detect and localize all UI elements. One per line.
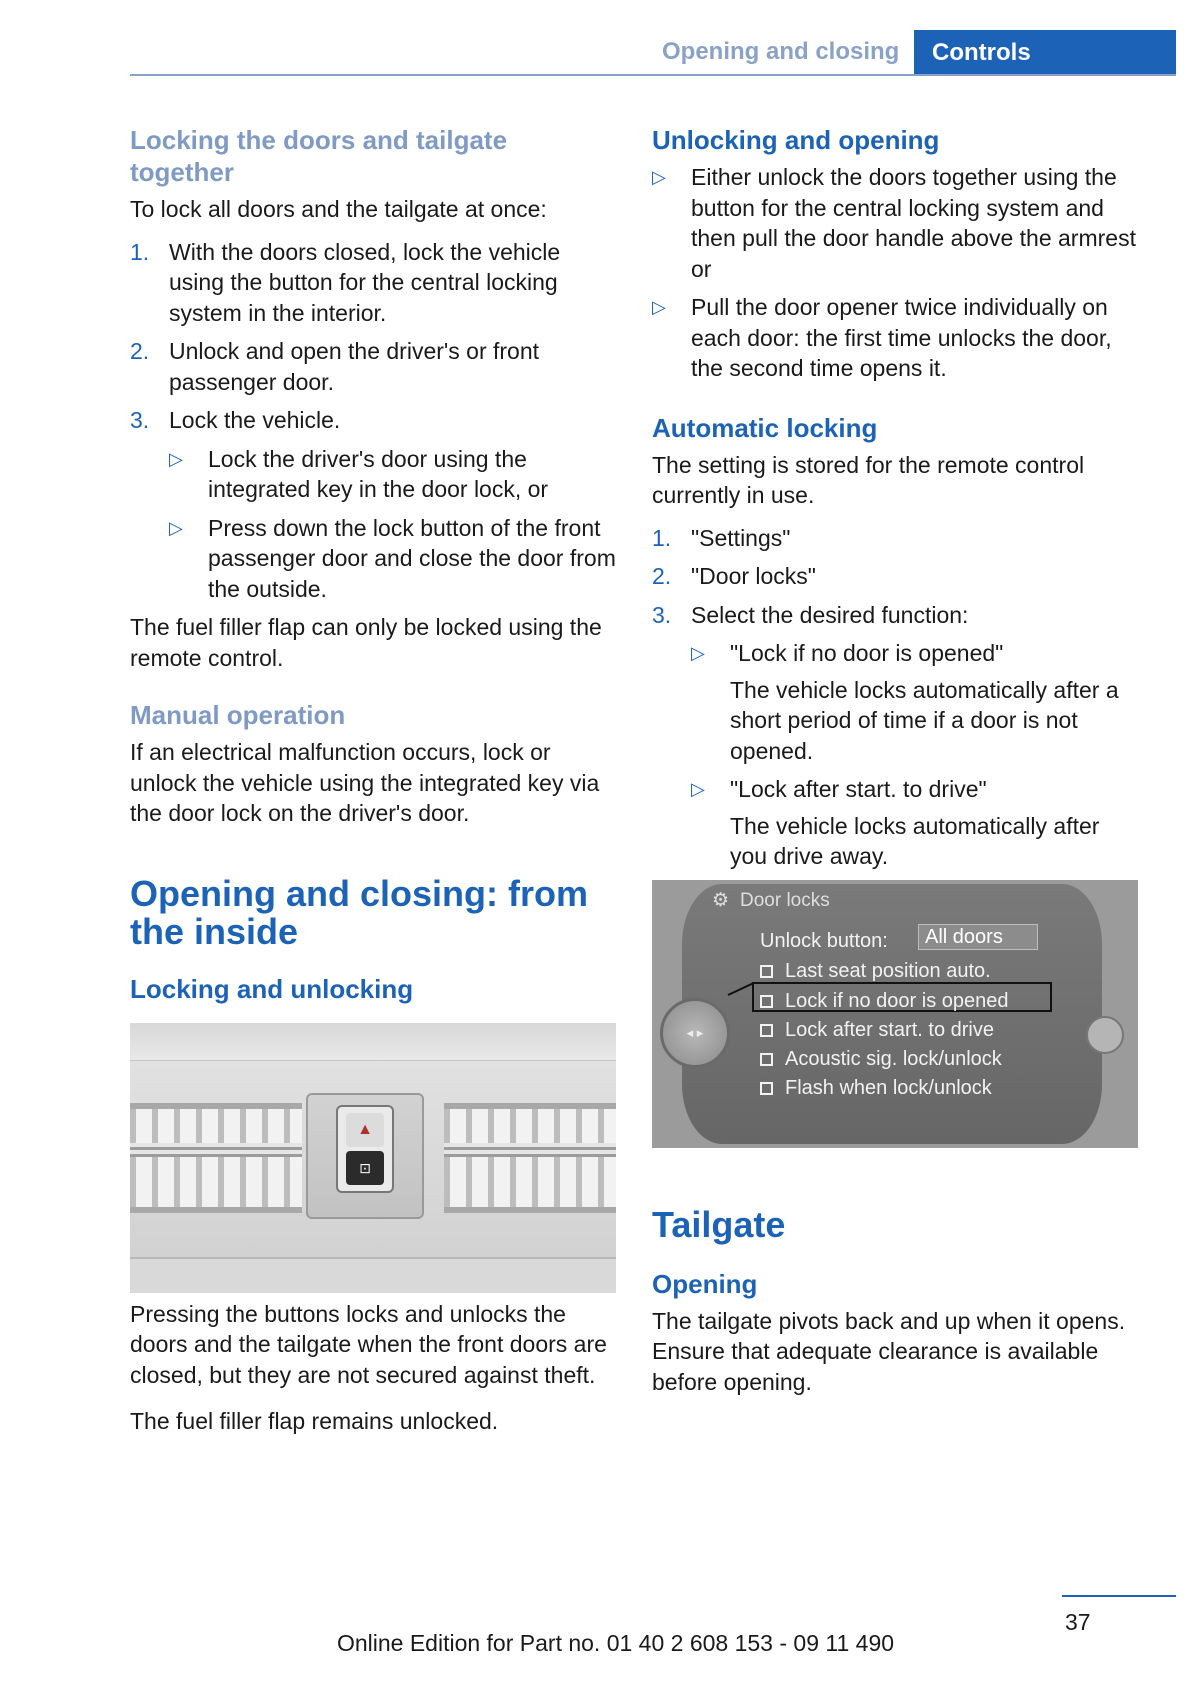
bullet-text: Press down the lock button of the front passenger door and close the door from the outside. bbox=[208, 514, 616, 602]
screen-option bbox=[760, 1044, 1002, 1075]
checkbox-icon bbox=[760, 1053, 773, 1066]
option-label: Lock after start. to drive bbox=[785, 1018, 994, 1041]
screen-option bbox=[760, 986, 1009, 1017]
list-item bbox=[652, 600, 1138, 872]
auto-steps-list bbox=[652, 523, 1138, 872]
triangle-bullet-icon: ▷ bbox=[169, 448, 183, 469]
footer-rule bbox=[1062, 1595, 1176, 1597]
checkbox-icon bbox=[760, 1024, 773, 1037]
page-number: 37 bbox=[1065, 1609, 1091, 1635]
unlock-button-value: All doors bbox=[918, 924, 1038, 950]
controller-knob-icon: ◂ ▸ bbox=[660, 998, 730, 1068]
function-options-list bbox=[691, 638, 1138, 872]
dashboard-trim bbox=[130, 1257, 616, 1293]
dashboard-panel bbox=[130, 1023, 616, 1061]
list-item bbox=[169, 513, 616, 605]
control-display bbox=[682, 884, 1102, 1144]
manual-operation-text: If an electrical malfunction occurs, lock or unlock the vehicle using the integrated key via the door lock on the driver's door. bbox=[130, 739, 600, 826]
edition-footer: Online Edition for Part no. 01 40 2 608 153 - 09 11 490 bbox=[336, 1630, 895, 1656]
checkbox-icon bbox=[760, 965, 773, 978]
heading-locking-unlocking: Locking and unlocking bbox=[130, 973, 414, 1004]
step-text: "Door locks" bbox=[691, 563, 816, 589]
chapter-tab: Controls bbox=[914, 30, 1176, 76]
lock-intro-text: To lock all doors and the tailgate at once: bbox=[130, 196, 547, 222]
heading-from-inside: Opening and closing: from the inside bbox=[130, 872, 588, 952]
step-number: 2. bbox=[130, 338, 150, 364]
step-text: With the doors closed, lock the vehicle using the button for the central locking system in the interior. bbox=[169, 238, 561, 326]
tailgate-text: The tailgate pivots back and up when it opens. Ensure that adequate clearance is available before opening. bbox=[652, 1307, 1126, 1395]
step-text: Unlock and open the driver's or front passenger door. bbox=[169, 338, 540, 395]
central-locking-button-image bbox=[130, 1023, 616, 1293]
list-item bbox=[130, 405, 616, 604]
automatic-locking-text: The setting is stored for the remote control currently in use. bbox=[652, 451, 1085, 508]
list-item bbox=[169, 444, 616, 505]
list-item bbox=[130, 336, 616, 397]
right-column bbox=[652, 124, 1138, 1397]
step-number: 1. bbox=[130, 238, 150, 265]
function-label: "Lock if no door is opened" bbox=[730, 640, 1004, 666]
bullet-text: Pull the door opener twice individually on each door: the first time unlocks the door, the second time opens it. bbox=[691, 294, 1112, 381]
air-vent-left bbox=[130, 1103, 302, 1213]
screen-option bbox=[760, 1015, 994, 1046]
step-number: 1. bbox=[652, 524, 672, 551]
list-item bbox=[652, 523, 1138, 554]
list-item bbox=[691, 774, 1138, 872]
heading-tailgate: Tailgate bbox=[652, 1203, 786, 1245]
pressing-buttons-text: Pressing the buttons locks and unlocks the doors and the tailgate when the front doors are closed, but they are not secured against theft. bbox=[130, 1300, 607, 1388]
option-label: Flash when lock/unlock bbox=[785, 1076, 992, 1099]
step-number: 3. bbox=[652, 601, 672, 628]
triangle-bullet-icon: ▷ bbox=[691, 779, 705, 799]
header-rule bbox=[130, 74, 1176, 76]
air-vent-right bbox=[444, 1103, 616, 1213]
unlock-bullets bbox=[652, 162, 1138, 384]
heading-unlocking-opening: Unlocking and opening bbox=[652, 125, 940, 155]
triangle-bullet-icon: ▷ bbox=[652, 297, 666, 317]
checkbox-icon bbox=[760, 995, 773, 1008]
list-item bbox=[691, 638, 1138, 766]
heading-lock-together: Locking the doors and tailgate together bbox=[130, 125, 508, 187]
lock-sub-bullets bbox=[169, 444, 616, 605]
step-text: Select the desired function: bbox=[691, 601, 969, 628]
heading-manual-operation: Manual operation bbox=[130, 700, 346, 730]
triangle-bullet-icon: ▷ bbox=[169, 517, 183, 538]
option-label: Acoustic sig. lock/unlock bbox=[785, 1047, 1002, 1070]
triangle-bullet-icon: ▷ bbox=[652, 167, 666, 187]
hazard-warning-icon: ▲ bbox=[346, 1113, 384, 1147]
list-item bbox=[130, 237, 616, 329]
option-label: Last seat position auto. bbox=[785, 959, 991, 982]
door-locks-screen-image bbox=[652, 880, 1138, 1148]
function-description: The vehicle locks automatically after a short period of time if a door is not opened. bbox=[730, 676, 1119, 764]
step-text: Lock the vehicle. bbox=[169, 407, 341, 433]
lock-steps-list bbox=[130, 237, 616, 605]
list-item bbox=[652, 561, 1138, 592]
gear-icon: ⚙ bbox=[712, 889, 730, 911]
step-number: 3. bbox=[130, 407, 150, 433]
screen-title: Door locks bbox=[740, 889, 830, 911]
function-label: "Lock after start. to drive" bbox=[730, 776, 987, 802]
list-item bbox=[652, 162, 1138, 284]
triangle-bullet-icon: ▷ bbox=[691, 643, 705, 663]
heading-opening: Opening bbox=[652, 1268, 758, 1299]
step-number: 2. bbox=[652, 563, 672, 589]
fuel-remains-text: The fuel filler flap remains unlocked. bbox=[130, 1408, 499, 1434]
step-text: "Settings" bbox=[691, 524, 791, 551]
list-item bbox=[652, 292, 1138, 384]
options-button-icon bbox=[1086, 1016, 1124, 1054]
screen-option bbox=[760, 1073, 992, 1104]
unlock-button-label: Unlock button: bbox=[760, 929, 888, 952]
running-header-section: Opening and closing bbox=[662, 38, 900, 65]
central-lock-icon: ⊡ bbox=[346, 1151, 384, 1185]
bullet-text: Either unlock the doors together using the button for the central locking system and then pull the door handle above the armrest or bbox=[691, 164, 1136, 282]
switch-housing bbox=[336, 1105, 394, 1193]
checkbox-icon bbox=[760, 1082, 773, 1095]
option-label: Lock if no door is opened bbox=[785, 989, 1009, 1012]
left-column bbox=[130, 124, 616, 1437]
switch-cluster bbox=[306, 1093, 424, 1219]
heading-automatic-locking: Automatic locking bbox=[652, 412, 878, 443]
function-description: The vehicle locks automatically after you drive away. bbox=[730, 812, 1100, 869]
bullet-text: Lock the driver's door using the integrated key in the door lock, or bbox=[208, 445, 549, 502]
fuel-flap-text: The fuel filler flap can only be locked using the remote control. bbox=[130, 614, 602, 671]
